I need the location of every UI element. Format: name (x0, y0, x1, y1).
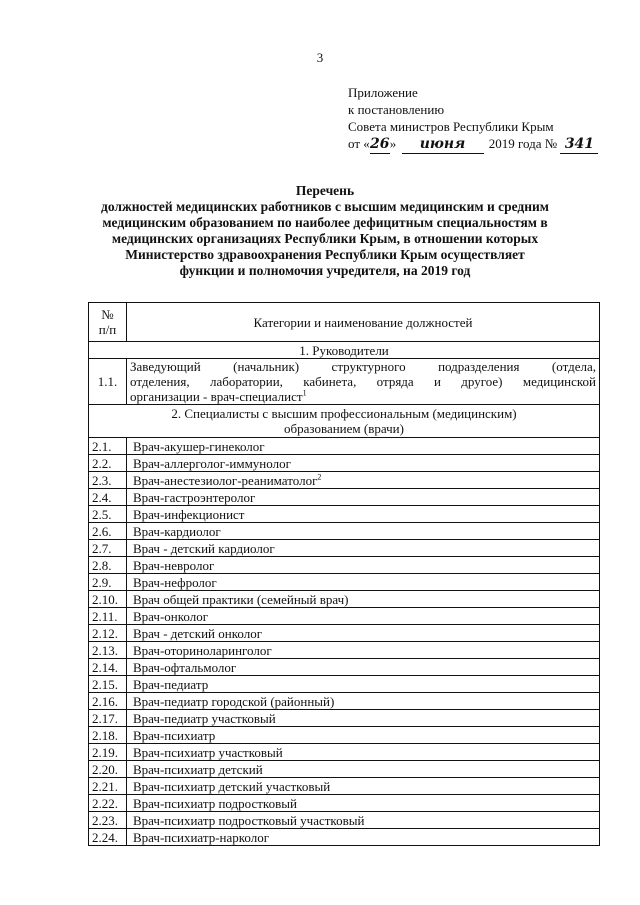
row-position-name (127, 829, 600, 846)
table-row (89, 642, 600, 659)
row-position-name (127, 540, 600, 557)
position-name-text: Врач-инфекционист (133, 506, 245, 522)
row-number: 2.2. (89, 455, 127, 472)
row-position-name (127, 693, 600, 710)
position-name-text: Врач-гастроэнтеролог (133, 489, 256, 505)
position-name-text: Врач-педиатр участковый (133, 710, 276, 726)
table-row (89, 472, 600, 489)
table-row (89, 574, 600, 591)
table-row (89, 659, 600, 676)
title-line: Министерство здравоохранения Республики Крым осуществляет (125, 247, 525, 262)
row-text (127, 359, 600, 405)
position-name-text: Врач - детский кардиолог (133, 540, 275, 556)
row-position-name (127, 778, 600, 795)
table-row (89, 540, 600, 557)
table-row (89, 506, 600, 523)
position-name-text: Врач-аллерголог-иммунолог (133, 455, 291, 471)
row-position-name (127, 608, 600, 625)
row-number: 2.23. (89, 812, 127, 829)
row-position-name (127, 472, 600, 489)
section-row (89, 342, 600, 359)
row-position-name (127, 659, 600, 676)
row-number: 2.20. (89, 761, 127, 778)
appendix-date-line (348, 135, 598, 154)
table-header-row (89, 303, 600, 342)
table-row (89, 455, 600, 472)
table-row (89, 812, 600, 829)
position-name-text: Врач-психиатр подростковый (133, 795, 297, 811)
row-position-name (127, 625, 600, 642)
position-name-text: Врач-психиатр детский (133, 761, 263, 777)
table-row (89, 829, 600, 846)
row-position-name (127, 744, 600, 761)
row-position-name (127, 506, 600, 523)
position-name-text: Врач-оториноларинголог (133, 642, 272, 658)
table-row (89, 761, 600, 778)
row-number: 2.19. (89, 744, 127, 761)
position-name-text: Врач - детский онколог (133, 625, 263, 641)
row-number: 2.6. (89, 523, 127, 540)
positions-table (88, 302, 600, 846)
row-position-name (127, 591, 600, 608)
row-position-name (127, 438, 600, 455)
section-title-line: 2. Специалисты с высшим профессиональным (медицинским) (171, 406, 517, 421)
row-text-last: организации - врач-специалист (130, 389, 303, 404)
table-row (89, 727, 600, 744)
position-name-text: Врач общей практики (семейный врач) (133, 591, 349, 607)
position-name-text: Врач-психиатр подростковый участковый (133, 812, 365, 828)
title-line: медицинских организациях Республики Крым, в отношении которых (111, 231, 539, 246)
table-row (89, 591, 600, 608)
row-position-name (127, 642, 600, 659)
table-row (89, 557, 600, 574)
date-quote: » (389, 136, 397, 151)
row-position-name (127, 710, 600, 727)
page-number: 3 (316, 50, 324, 65)
row-number: 2.5. (89, 506, 127, 523)
table-row (89, 744, 600, 761)
table-row (89, 359, 600, 405)
row-number: 2.14. (89, 659, 127, 676)
row-position-name (127, 676, 600, 693)
position-name-text: Врач-офтальмолог (133, 659, 237, 675)
table-row (89, 710, 600, 727)
position-name-text: Врач-психиатр (133, 727, 216, 743)
date-year-text: 2019 года № (488, 136, 558, 151)
table-row (89, 625, 600, 642)
row-position-name (127, 727, 600, 744)
table-row (89, 489, 600, 506)
row-text-line: отделения, лаборатории, кабинета, отряда и другое) медицинской (130, 374, 596, 389)
position-name-text: Врач-педиатр (133, 676, 209, 692)
row-position-name (127, 795, 600, 812)
section-row (89, 405, 600, 438)
appendix-line: Совета министров Республики Крым (348, 119, 554, 134)
date-prefix: от « (348, 136, 370, 151)
appendix-line: к постановлению (348, 102, 445, 117)
section-title-line: образованием (врачи) (284, 421, 404, 436)
table-row (89, 608, 600, 625)
row-number: 2.7. (89, 540, 127, 557)
position-name-text: Врач-психиатр участковый (133, 744, 283, 760)
appendix-block (348, 84, 598, 154)
row-text-line (130, 389, 596, 404)
table-row (89, 523, 600, 540)
position-name-text: Врач-педиатр городской (районный) (133, 693, 335, 709)
title-line: функции и полномочия учредителя, на 2019 год (179, 263, 471, 278)
row-number: 2.21. (89, 778, 127, 795)
section-title: 1. Руководители (89, 342, 600, 359)
row-number: 2.22. (89, 795, 127, 812)
header-name-cell: Категории и наименование должностей (127, 303, 600, 342)
row-number: 2.10. (89, 591, 127, 608)
row-number: 2.17. (89, 710, 127, 727)
row-position-name (127, 523, 600, 540)
table-row (89, 676, 600, 693)
row-number: 2.18. (89, 727, 127, 744)
table-row (89, 693, 600, 710)
row-number: 2.3. (89, 472, 127, 489)
document-title (60, 183, 590, 279)
row-number: 2.12. (89, 625, 127, 642)
position-name-text: Врач-акушер-гинеколог (133, 438, 265, 454)
appendix-line: Приложение (348, 85, 418, 100)
header-number-symbol: № (101, 307, 114, 322)
row-number: 2.16. (89, 693, 127, 710)
row-position-name (127, 812, 600, 829)
table-body (89, 303, 600, 846)
header-number-cell (89, 303, 127, 342)
position-name-text: Врач-анестезиолог-реаниматолог (133, 472, 318, 488)
table-row (89, 438, 600, 455)
title-line: должностей медицинских работников с высшим медицинским и средним (100, 199, 549, 214)
row-position-name (127, 455, 600, 472)
row-number: 2.9. (89, 574, 127, 591)
row-number: 2.24. (89, 829, 127, 846)
table-row (89, 778, 600, 795)
table-row (89, 795, 600, 812)
footnote-marker: 1 (302, 388, 307, 398)
position-name-text: Врач-психиатр детский участковый (133, 778, 331, 794)
row-position-name (127, 761, 600, 778)
position-name-text: Врач-нефролог (133, 574, 217, 590)
row-position-name (127, 574, 600, 591)
row-number: 1.1. (89, 359, 127, 405)
handwritten-day: 26 (370, 136, 390, 152)
handwritten-number: 341 (560, 136, 598, 154)
row-number: 2.13. (89, 642, 127, 659)
handwritten-month: июня (402, 136, 484, 154)
position-name-text: Врач-кардиолог (133, 523, 221, 539)
footnote-marker: 2 (317, 472, 322, 482)
header-number-abbr: п/п (98, 322, 117, 337)
row-position-name (127, 489, 600, 506)
position-name-text: Врач-психиатр-нарколог (133, 829, 270, 845)
row-number: 2.8. (89, 557, 127, 574)
row-number: 2.11. (89, 608, 127, 625)
row-number: 2.4. (89, 489, 127, 506)
row-number: 2.1. (89, 438, 127, 455)
row-text-line: Заведующий (начальник) структурного подразделения (отдела, (130, 359, 596, 374)
title-line: медицинским образованием по наиболее дефицитным специальностям в (102, 215, 548, 230)
row-number: 2.15. (89, 676, 127, 693)
section-title (89, 405, 600, 438)
row-position-name (127, 557, 600, 574)
title-line: Перечень (295, 183, 355, 198)
position-name-text: Врач-невролог (133, 557, 215, 573)
position-name-text: Врач-онколог (133, 608, 209, 624)
